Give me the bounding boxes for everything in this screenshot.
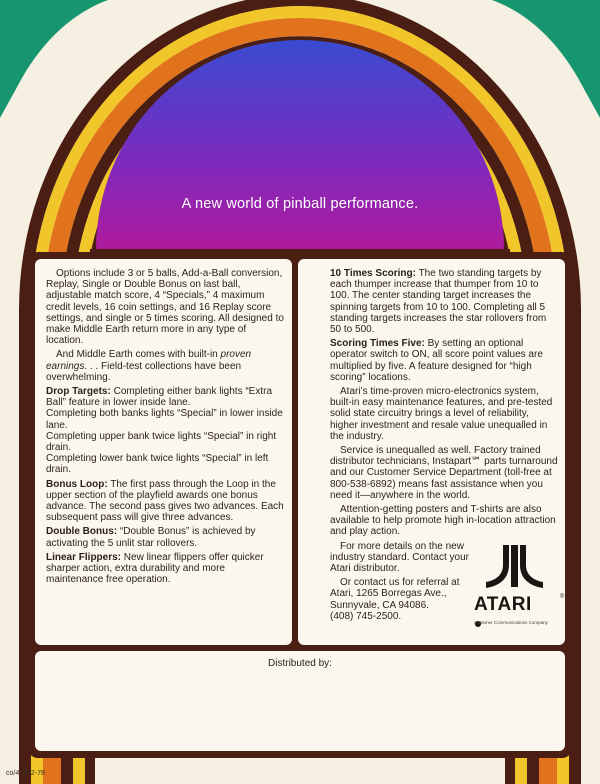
earnings-paragraph: And Middle Earth comes with built-in proven earnings. . . Field-test collections have been overwhelming. [46, 349, 252, 383]
atari-logo-word: ATARI [474, 594, 532, 615]
registered-mark: ® [560, 594, 565, 600]
headline: A new world of pinball performance. [181, 196, 419, 212]
distributed-by-label: Distributed by: [268, 658, 332, 669]
atari-paragraph: Atari’s time-proven micro-electronics system, built-in easy maintenance features, and pre-tested solid state circuitry brings a level of reliability, higher investment and resale value unequalled in the industry. [330, 386, 553, 442]
double-bonus-paragraph: Double Bonus: “Double Bonus” is achieved by activating the 5 unlit star rollovers. [46, 526, 256, 549]
right-column [330, 268, 558, 625]
logo-fine-print: A Warner Communications Company [474, 620, 548, 625]
left-column [46, 268, 284, 588]
details-paragraph: For more details on the new industry standard. Contact your Atari distributor. [330, 540, 469, 575]
ten-times-paragraph: 10 Times Scoring: The two standing targets by each thumper increase that thumper from 10 to 100. The center standing target increases the spinning targets from 10 to 100. Completing all 5 standing targets increases the star rollovers from 50 to 500. [330, 268, 547, 336]
posters-paragraph: Attention-getting posters and T-shirts are also available to help promote high in-location attraction and play action. [330, 504, 556, 538]
service-paragraph: Service is unequalled as well. Factory trained distributor technicians, Instapart℠ parts turnaround and our Customer Service Department (toll-free at 800-538-6892) means fast assistance when you need it—anywhere in the world. [330, 445, 558, 501]
linear-flippers-paragraph: Linear Flippers: New linear flippers offer quicker sharper action, extra durability and more maintenance free operation. [46, 551, 264, 586]
contact-paragraph: Or contact us for referral at Atari, 1265 Borregas Ave., Sunnyvale, CA 94086. (408) 745-2500. [330, 577, 460, 622]
drop-targets-paragraph: Drop Targets: Completing either bank lights “Extra Ball” feature in lower inside lane. Completing both banks lights “Special” in lower inside lane. Completing upper bank twice lights “Special” in right drain. Completing lower bank twice lights “Special” in left drain. [46, 386, 283, 476]
five-times-paragraph: Scoring Times Five: By setting an optional operator switch to ON, all score point values are multiplied by five. A feature designed for “high scoring” locations. [330, 338, 543, 383]
print-code: co/42M/2-78 [6, 770, 45, 777]
bonus-loop-paragraph: Bonus Loop: The first pass through the Loop in the upper section of the playfield awards one bonus advance. The second pass gives two advances. Each subsequent pass will give three advances. [46, 478, 284, 524]
options-paragraph: Options include 3 or 5 balls, Add-a-Ball conversion, Replay, Single or Double Bonus on last ball, adjustable match score, 4 “Specials,” 4 maximum credit levels, 16 coin settings, and 16 Replay score settings, and single or 5 times scoring. All designed to make Middle Earth return more in any type of location. [46, 268, 284, 347]
